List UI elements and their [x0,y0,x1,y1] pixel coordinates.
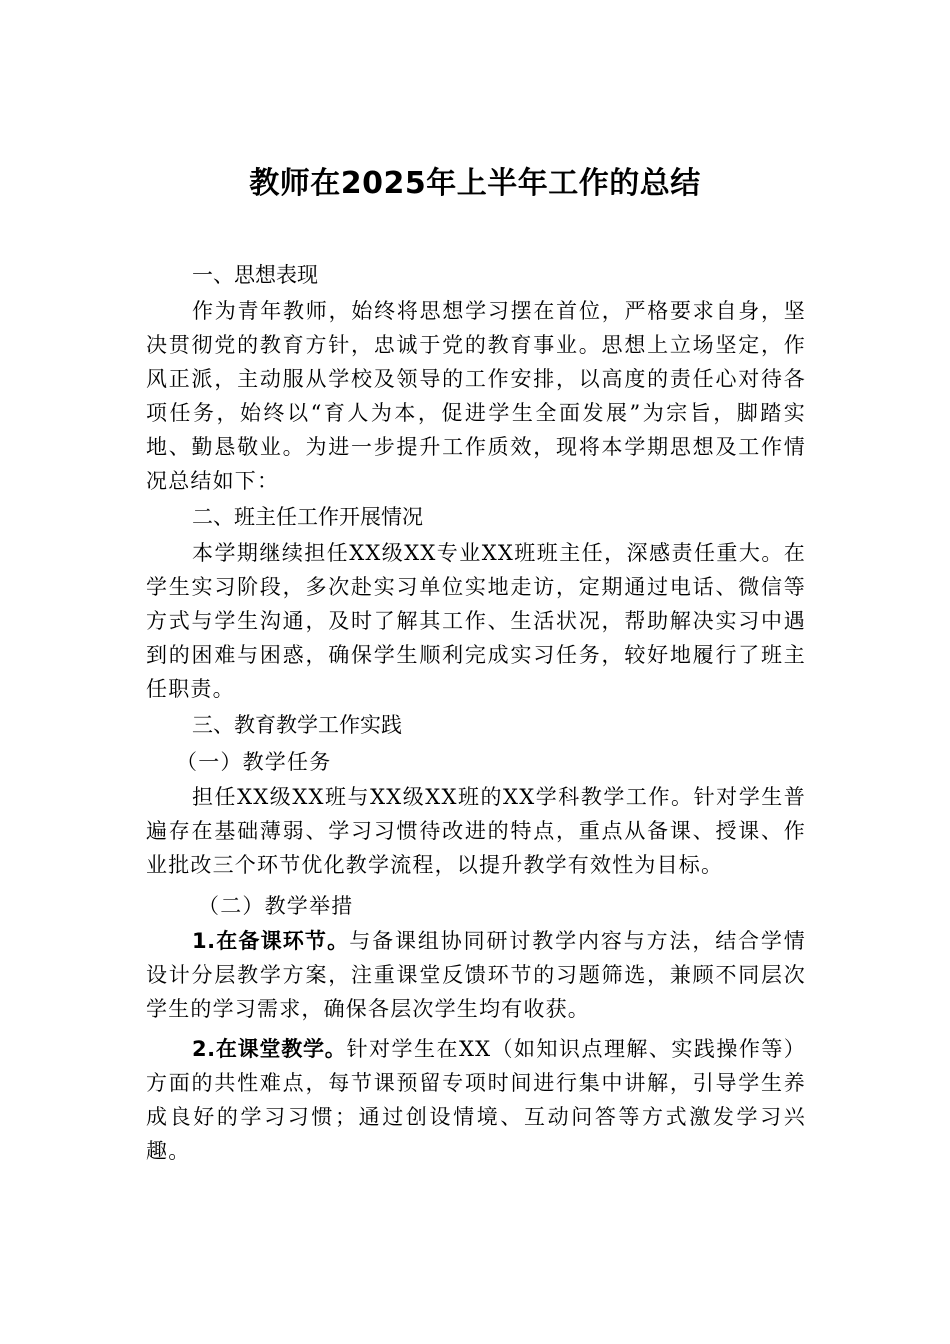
list-item-lead: 2.在课堂教学。 [192,1037,347,1061]
list-item-lead: 1.在备课环节。 [192,929,350,953]
subsection-heading-teaching-tasks: （一）教学任务 [176,750,332,774]
subsection-paragraph-teaching-tasks: 担任XX级XX班与XX级XX班的XX学科教学工作。针对学生普遍存在基础薄弱、学习习惯待改进的特点，重点从备课、授课、作业批改三个环节优化教学流程，以提升教学有效性为目标。 [146,785,806,877]
subsection-heading-teaching-measures: （二）教学举措 [198,894,354,918]
list-item-classroom-teaching [146,1032,806,1168]
list-item-text: 与备课组协同研讨教学内容与方法，结合学情设计分层教学方案，注重课堂反馈环节的习题筛选，兼顾不同层次学生的学习需求，确保各层次学生均有收获。 [146,929,806,1021]
section-heading-thought: 一、思想表现 [192,263,318,287]
section-paragraph-thought: 作为青年教师，始终将思想学习摆在首位，严格要求自身，坚决贯彻党的教育方针，忠诚于党的教育事业。思想上立场坚定，作风正派，主动服从学校及领导的工作安排，以高度的责任心对待各项任务，始终以“育人为本，促进学生全面发展”为宗旨，脚踏实地、勤恳敬业。为进一步提升工作质效，现将本学期思想及工作情况总结如下： [146,299,806,493]
section-heading-class-teacher: 二、班主任工作开展情况 [192,505,423,529]
document-body [146,256,806,1168]
list-item-lesson-preparation [146,924,806,1026]
section-heading-teaching-practice: 三、教育教学工作实践 [192,713,402,737]
section-paragraph-class-teacher: 本学期继续担任XX级XX专业XX班班主任，深感责任重大。在学生实习阶段，多次赴实习单位实地走访，定期通过电话、微信等方式与学生沟通，及时了解其工作、生活状况，帮助解决实习中遇到的困难与困惑，确保学生顺利完成实习任务，较好地履行了班主任职责。 [146,541,806,701]
document-title: 教师在2025年上半年工作的总结 [249,166,701,201]
list-item-text: 针对学生在XX（如知识点理解、实践操作等）方面的共性难点，每节课预留专项时间进行集中讲解，引导学生养成良好的学习习惯；通过创设情境、互动问答等方式激发学习兴趣。 [146,1037,806,1163]
